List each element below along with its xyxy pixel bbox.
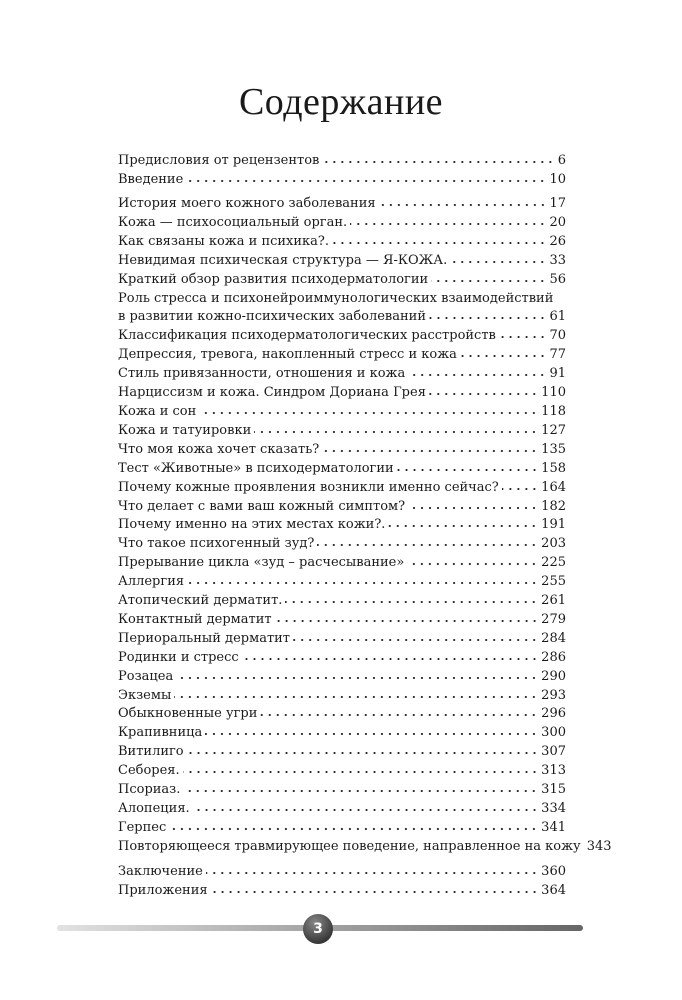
toc-entry-page: 10 bbox=[549, 171, 566, 187]
toc-entry-page: 56 bbox=[549, 271, 566, 287]
toc-entry-title: Кожа и татуировки bbox=[118, 422, 252, 438]
toc-entry[interactable] bbox=[118, 384, 566, 403]
toc-entry[interactable] bbox=[118, 611, 566, 630]
toc-entry[interactable] bbox=[118, 271, 566, 290]
dot-leader bbox=[193, 808, 539, 812]
dot-leader bbox=[429, 392, 538, 396]
toc-entry-title: Нарциссизм и кожа. Синдром Дориана Грея bbox=[118, 385, 426, 401]
toc-entry[interactable] bbox=[118, 592, 566, 611]
dot-leader bbox=[285, 600, 538, 604]
toc-entry-title: Краткий обзор развития психодерматологии bbox=[118, 271, 429, 287]
toc-entry[interactable] bbox=[118, 535, 566, 554]
toc-entry-page: 164 bbox=[541, 479, 566, 495]
toc-entry-title: Крапивница bbox=[118, 725, 203, 741]
toc-entry-page: 182 bbox=[541, 498, 566, 514]
toc-entry-title: Что такое психогенный зуд? bbox=[118, 536, 315, 552]
toc-back-matter bbox=[118, 863, 566, 901]
toc-entry[interactable] bbox=[118, 630, 566, 649]
dot-leader bbox=[322, 449, 538, 453]
toc-entry-page: 360 bbox=[541, 864, 566, 879]
toc-entry-title: Почему именно на этих местах кожи?. bbox=[118, 517, 386, 533]
toc-entry-page: 26 bbox=[549, 233, 566, 249]
toc-entry[interactable] bbox=[118, 214, 566, 233]
toc-entry-title: Что моя кожа хочет сказать? bbox=[118, 441, 320, 457]
toc-entry-title: Кожа и сон bbox=[118, 403, 197, 419]
dot-leader bbox=[275, 619, 539, 623]
dot-leader bbox=[317, 543, 538, 547]
toc-entry-page: 135 bbox=[541, 441, 566, 457]
dot-leader bbox=[205, 732, 538, 736]
toc-entry-title: Что делает с вами ваш кожный симптом? bbox=[118, 498, 406, 514]
toc-entry-title: Почему кожные проявления возникли именно сейчас? bbox=[118, 479, 499, 495]
dot-leader bbox=[350, 222, 546, 226]
toc-entry[interactable] bbox=[118, 838, 612, 857]
toc-entry[interactable] bbox=[118, 743, 566, 762]
toc-entry-title: Прерывание цикла «зуд – расчесывание» bbox=[118, 555, 405, 571]
toc-entry-page: 77 bbox=[549, 347, 566, 363]
toc-entry-page: 70 bbox=[549, 328, 566, 344]
dot-leader bbox=[322, 160, 554, 164]
toc-entry-title: Введение bbox=[118, 171, 184, 187]
dot-leader bbox=[502, 487, 538, 491]
toc-entry[interactable] bbox=[118, 346, 566, 365]
toc-entry-page: 293 bbox=[541, 687, 566, 703]
toc-entry-page: 261 bbox=[541, 593, 566, 609]
toc-entry-title: История моего кожного заболевания bbox=[118, 196, 376, 211]
toc-entry[interactable] bbox=[118, 195, 566, 214]
toc-entry[interactable] bbox=[118, 365, 566, 384]
toc-entry-page: 286 bbox=[541, 649, 566, 665]
page-number-badge: 3 bbox=[303, 914, 333, 944]
toc-entry[interactable] bbox=[118, 668, 566, 687]
toc-entry-page: 284 bbox=[541, 630, 566, 646]
dot-leader bbox=[408, 373, 546, 377]
toc-entry-title: Приложения bbox=[118, 882, 208, 898]
toc-entry-title: Тест «Животные» в психодерматологии bbox=[118, 460, 394, 476]
toc-entry[interactable] bbox=[118, 403, 566, 422]
toc-entry-title: Заключение bbox=[118, 864, 203, 879]
toc-entry[interactable] bbox=[118, 516, 566, 535]
dot-leader bbox=[429, 316, 546, 320]
toc-entry[interactable] bbox=[118, 479, 566, 498]
dot-leader bbox=[254, 430, 538, 434]
toc-entry[interactable] bbox=[118, 687, 566, 706]
dot-leader bbox=[169, 827, 538, 831]
toc-entry-title: Алопеция. bbox=[118, 801, 190, 816]
dot-leader bbox=[379, 203, 547, 207]
dot-leader bbox=[206, 871, 538, 875]
toc-entry-page: 127 bbox=[541, 422, 566, 438]
toc-entry-title: Кожа — психосоциальный орган. bbox=[118, 214, 348, 230]
toc-entry[interactable] bbox=[118, 498, 566, 517]
toc-entry-page: 118 bbox=[541, 403, 566, 419]
dot-leader bbox=[211, 890, 539, 894]
toc-entry-page: 334 bbox=[541, 801, 566, 816]
toc-entry-first-line: Роль стресса и психонейроиммунологических взаимодействий bbox=[118, 290, 554, 306]
toc-entry-title: Периоральный дерматит bbox=[118, 630, 290, 646]
toc-entry-title: Атопический дерматит. bbox=[118, 593, 283, 609]
toc-entry-title: Как связаны кожа и психика?. bbox=[118, 233, 330, 249]
toc-entry-title: Аллергия bbox=[118, 574, 185, 590]
toc-entry-title: Депрессия, тревога, накопленный стресс и кожа bbox=[118, 347, 457, 363]
toc-entry-title: Экземы bbox=[118, 687, 172, 703]
toc-entry-title: Невидимая психическая структура — Я-КОЖА. bbox=[118, 252, 448, 268]
toc-entry[interactable] bbox=[118, 573, 566, 592]
dot-leader bbox=[397, 468, 539, 472]
toc-entry-page: 225 bbox=[541, 555, 566, 571]
toc-entry[interactable] bbox=[118, 554, 566, 573]
toc-entry-title: Повторяющееся травмирующее поведение, направленное на кожу bbox=[118, 838, 581, 854]
dot-leader bbox=[183, 789, 538, 793]
toc-entry[interactable] bbox=[118, 422, 566, 441]
toc-entry-page: 33 bbox=[549, 252, 566, 268]
toc-entry-page: 17 bbox=[549, 196, 566, 211]
toc-entry-page: 20 bbox=[549, 214, 566, 230]
dot-leader bbox=[187, 751, 539, 755]
dot-leader bbox=[293, 638, 538, 642]
dot-leader bbox=[186, 179, 546, 183]
toc-entry-page: 315 bbox=[541, 782, 566, 798]
toc-entry[interactable] bbox=[118, 649, 566, 668]
toc-entry[interactable] bbox=[118, 762, 566, 781]
toc-entry-page: 307 bbox=[541, 744, 566, 760]
toc-entry-title: в развитии кожно-психических заболеваний bbox=[118, 309, 426, 325]
toc-entry[interactable] bbox=[118, 705, 566, 724]
toc-front-matter bbox=[118, 152, 566, 190]
toc-entry-title: Розацеа bbox=[118, 668, 174, 684]
toc-entry[interactable] bbox=[118, 800, 566, 819]
toc-entry-title: Стиль привязанности, отношения и кожа bbox=[118, 366, 406, 382]
dot-leader bbox=[407, 562, 538, 566]
toc-entry-page: 61 bbox=[549, 309, 566, 325]
toc-entry[interactable] bbox=[118, 441, 566, 460]
toc-entry[interactable] bbox=[118, 152, 566, 171]
toc-entry-title: Себорея. bbox=[118, 763, 180, 779]
toc-entry-title: Герпес bbox=[118, 819, 167, 835]
dot-leader bbox=[199, 411, 538, 415]
toc-entry[interactable] bbox=[118, 252, 566, 271]
toc-entry-page: 341 bbox=[541, 819, 566, 835]
toc-entry-title: Псориаз. bbox=[118, 782, 181, 798]
dot-leader bbox=[332, 241, 546, 245]
toc-entry[interactable] bbox=[118, 781, 566, 800]
dot-leader bbox=[431, 279, 546, 283]
dot-leader bbox=[499, 335, 547, 339]
toc-entry[interactable] bbox=[118, 882, 566, 901]
dot-leader bbox=[408, 506, 538, 510]
dot-leader bbox=[450, 260, 546, 264]
dot-leader bbox=[460, 354, 547, 358]
toc-entry-page: 313 bbox=[541, 763, 566, 779]
toc-entry-page: 300 bbox=[541, 725, 566, 741]
toc-entry-page: 191 bbox=[541, 517, 566, 533]
toc-entry-page: 110 bbox=[541, 385, 566, 401]
toc-entry-page: 296 bbox=[541, 706, 566, 722]
dot-leader bbox=[260, 713, 538, 717]
dot-leader bbox=[187, 581, 538, 585]
toc-entry-title: Родинки и стресс bbox=[118, 649, 239, 665]
toc-entry-page: 279 bbox=[541, 611, 566, 627]
toc-entry[interactable] bbox=[118, 233, 566, 252]
toc-entry-title: Обыкновенные угри bbox=[118, 706, 258, 722]
toc-entry[interactable] bbox=[118, 819, 566, 838]
toc-entry-title: Витилиго bbox=[118, 744, 184, 760]
toc-entry[interactable] bbox=[118, 460, 566, 479]
dot-leader bbox=[174, 695, 538, 699]
dot-leader bbox=[176, 676, 538, 680]
page-title: Содержание bbox=[238, 81, 444, 123]
dot-leader bbox=[183, 770, 539, 774]
toc-entry-title: Контактный дерматит bbox=[118, 611, 272, 627]
toc-chapters bbox=[118, 195, 612, 857]
toc-entry-page: 6 bbox=[557, 153, 566, 168]
dot-leader bbox=[388, 524, 538, 528]
toc-entry-page: 91 bbox=[549, 366, 566, 382]
toc-entry[interactable] bbox=[118, 308, 566, 327]
toc-entry[interactable] bbox=[118, 171, 566, 190]
toc-entry[interactable] bbox=[118, 863, 566, 882]
toc-entry-page: 290 bbox=[541, 668, 566, 684]
toc-entry-page: 343 bbox=[586, 838, 612, 854]
toc-entry-page: 203 bbox=[541, 536, 566, 552]
toc-entry-title: Классификация психодерматологических расстройств bbox=[118, 328, 496, 344]
toc-entry-title: Предисловия от рецензентов bbox=[118, 153, 320, 168]
toc-entry-page: 255 bbox=[541, 574, 566, 590]
toc-entry[interactable] bbox=[118, 327, 566, 346]
toc-entry-page: 364 bbox=[541, 882, 566, 898]
dot-leader bbox=[242, 657, 538, 661]
toc-entry-page: 158 bbox=[541, 460, 566, 476]
toc-entry[interactable] bbox=[118, 724, 566, 743]
